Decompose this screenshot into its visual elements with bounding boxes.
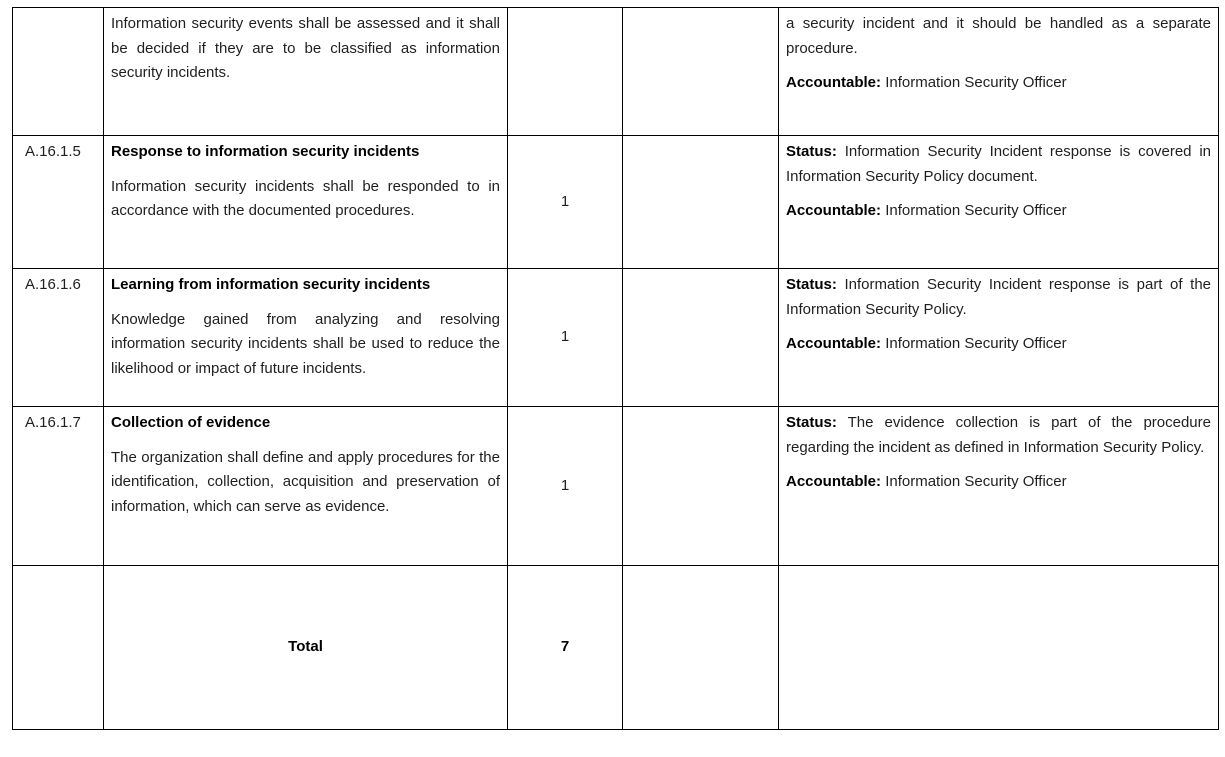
- table-row: [13, 269, 1219, 407]
- control-description-cell: [104, 8, 508, 136]
- control-title: Response to information security incidents: [111, 143, 420, 160]
- table-row: [13, 136, 1219, 269]
- control-description-cell: [104, 407, 508, 566]
- status-text: Information Security Incident response is part of the Information Security Policy.: [786, 276, 1212, 318]
- reference-cell: [623, 136, 779, 269]
- accountable-text: Information Security Officer: [885, 74, 1067, 91]
- control-body-text: The organization shall define and apply procedures for the identification, collection, acquisition and preservation of information, which can serve as evidence.: [111, 448, 500, 515]
- status-text: a security incident and it should be handled as a separate procedure.: [786, 15, 1211, 57]
- control-title: Learning from information security incidents: [111, 276, 431, 293]
- count-cell: 1: [508, 407, 623, 566]
- accountable-line: [786, 470, 1211, 495]
- count-cell: [508, 8, 623, 136]
- count-cell: 1: [508, 269, 623, 407]
- status-text: Information Security Incident response is covered in Information Security Policy document.: [786, 143, 1212, 185]
- total-label-cell: Total: [104, 566, 508, 730]
- status-label: Status:: [786, 143, 837, 160]
- table-row: [13, 8, 1219, 136]
- status-label: Status:: [786, 414, 837, 431]
- control-description-cell: [104, 269, 508, 407]
- status-cell: [779, 136, 1219, 269]
- accountable-line: [786, 71, 1211, 96]
- status-label: Status:: [786, 276, 837, 293]
- count-cell: 1: [508, 136, 623, 269]
- accountable-line: [786, 332, 1211, 357]
- accountable-label: Accountable:: [786, 74, 882, 91]
- status-line: [786, 140, 1211, 189]
- reference-cell: [623, 407, 779, 566]
- accountable-text: Information Security Officer: [885, 473, 1067, 490]
- total-value-cell: 7: [508, 566, 623, 730]
- status-cell: [779, 407, 1219, 566]
- status-line: [786, 273, 1211, 322]
- reference-cell: [623, 8, 779, 136]
- controls-table: [12, 7, 1219, 730]
- status-text: The evidence collection is part of the procedure regarding the incident as defined in Information Security Policy.: [786, 414, 1211, 456]
- control-id-cell: A.16.1.5: [13, 136, 104, 269]
- control-description-cell: [104, 136, 508, 269]
- control-body-text: Knowledge gained from analyzing and resolving information security incidents shall be used to reduce the likelihood or impact of future incidents.: [111, 310, 500, 377]
- accountable-text: Information Security Officer: [885, 335, 1067, 352]
- reference-cell: [623, 566, 779, 730]
- control-id-cell: [13, 566, 104, 730]
- control-id-cell: A.16.1.7: [13, 407, 104, 566]
- status-cell: [779, 8, 1219, 136]
- reference-cell: [623, 269, 779, 407]
- status-cell: [779, 269, 1219, 407]
- control-body-text: Information security incidents shall be responded to in accordance with the documented procedures.: [111, 177, 500, 219]
- control-title: Collection of evidence: [111, 414, 271, 431]
- accountable-label: Accountable:: [786, 473, 882, 490]
- accountable-label: Accountable:: [786, 202, 882, 219]
- status-line: [786, 411, 1211, 460]
- status-line: [786, 12, 1211, 61]
- total-row: [13, 566, 1219, 730]
- accountable-line: [786, 199, 1211, 224]
- control-body-text: Information security events shall be assessed and it shall be decided if they are to be classified as information security incidents.: [111, 15, 500, 81]
- control-id-cell: A.16.1.6: [13, 269, 104, 407]
- accountable-label: Accountable:: [786, 335, 882, 352]
- control-id-cell: [13, 8, 104, 136]
- accountable-text: Information Security Officer: [885, 202, 1067, 219]
- table-row: [13, 407, 1219, 566]
- status-cell: [779, 566, 1219, 730]
